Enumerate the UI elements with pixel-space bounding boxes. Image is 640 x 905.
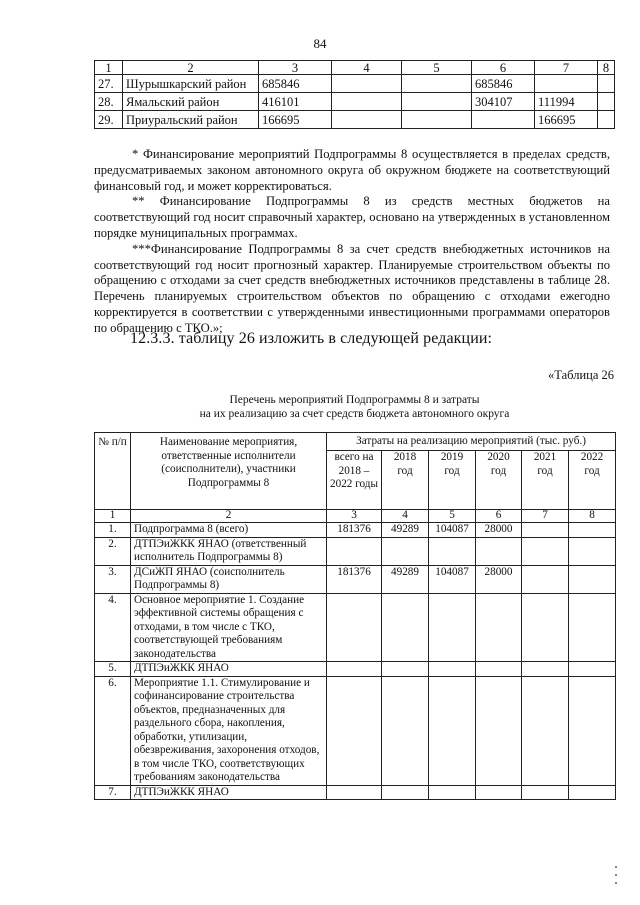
measure-name: ДТПЭиЖКК ЯНАО xyxy=(131,662,327,677)
value-cell xyxy=(382,676,429,785)
value-cell xyxy=(569,593,616,662)
header-costs: Затраты на реализацию мероприятий (тыс. руб.) xyxy=(327,433,616,451)
footnote: ***Финансирование Подпрограммы 8 за счет средств внебюджетных источников на соответствующий год носит прогнозный характер. Планируемые строительством объекты по обращению с отходами за счет средств внебюджетных источников представлены в таблице 28. Перечень планируемых строительством объектов по обращению с отходами ежегодно корректируется в соответствии с утвержденными инвестиционными программами операторов по обращению с ТКО.»; xyxy=(94,241,610,335)
table-row xyxy=(95,523,616,538)
value-cell xyxy=(327,537,382,565)
table-row xyxy=(95,785,616,800)
column-number: 4 xyxy=(382,510,429,523)
value-cell xyxy=(522,537,569,565)
caption-line: на их реализацию за счет средств бюджета автономного округа xyxy=(199,408,510,420)
table-label: «Таблица 26 xyxy=(548,368,614,382)
value-cell xyxy=(332,111,402,129)
measure-name: ДСиЖП ЯНАО (соисполнитель Подпрограммы 8) xyxy=(131,565,327,593)
value-cell xyxy=(382,593,429,662)
value-cell xyxy=(332,93,402,111)
amendment-directive: 12.3.3. таблицу 26 изложить в следующей редакции: xyxy=(130,330,493,347)
value-cell xyxy=(522,676,569,785)
measure-name: ДТПЭиЖКК ЯНАО xyxy=(131,785,327,800)
row-number: 29. xyxy=(95,111,123,129)
measure-name: ДТПЭиЖКК ЯНАО (ответственный исполнитель Подпрограммы 8) xyxy=(131,537,327,565)
value-cell xyxy=(382,785,429,800)
value-cell xyxy=(476,785,522,800)
value-cell xyxy=(382,662,429,677)
value-cell xyxy=(522,593,569,662)
value-cell: 104087 xyxy=(429,565,476,593)
value-cell: 166695 xyxy=(535,111,598,129)
header-year: 2021 год xyxy=(522,451,569,510)
row-number: 28. xyxy=(95,93,123,111)
header-measure-name: Наименование мероприятия, ответственные исполнители (соисполнители), участники Подпрограммы 8 xyxy=(131,433,327,510)
row-number: 5. xyxy=(95,662,131,677)
measures-costs-table xyxy=(94,432,616,800)
table-row xyxy=(95,676,616,785)
value-cell xyxy=(535,75,598,93)
table-row xyxy=(95,537,616,565)
value-cell xyxy=(327,676,382,785)
table-row xyxy=(95,593,616,662)
column-number: 6 xyxy=(476,510,522,523)
value-cell xyxy=(402,75,472,93)
footnotes xyxy=(94,147,610,337)
scan-mark xyxy=(615,882,617,884)
value-cell xyxy=(429,785,476,800)
measure-name: Мероприятие 1.1. Стимулирование и софинансирование строительства объектов, предназначенных для раздельного сбора, накопления, обработки, утилизации, обезвреживания, захоронения отходов, в том числе ТКО, соответствующих требованиям законодательства xyxy=(131,676,327,785)
table-header-row xyxy=(95,61,615,75)
value-cell xyxy=(476,676,522,785)
value-cell xyxy=(522,565,569,593)
footnote: ** Финансирование Подпрограммы 8 из средств местных бюджетов на соответствующий год носит справочный характер, основано на утвержденных в установленном порядке муниципальных программах. xyxy=(94,194,610,240)
table-row xyxy=(95,111,615,129)
column-number: 5 xyxy=(402,61,472,75)
row-number: 1. xyxy=(95,523,131,538)
column-number: 7 xyxy=(522,510,569,523)
caption-line: Перечень мероприятий Подпрограммы 8 и затраты xyxy=(229,394,480,406)
value-cell xyxy=(429,662,476,677)
value-cell: 49289 xyxy=(382,565,429,593)
value-cell xyxy=(569,785,616,800)
table-row xyxy=(95,662,616,677)
value-cell: 104087 xyxy=(429,523,476,538)
row-number: 4. xyxy=(95,593,131,662)
value-cell xyxy=(327,785,382,800)
value-cell: 111994 xyxy=(535,93,598,111)
value-cell xyxy=(429,537,476,565)
column-number: 1 xyxy=(95,510,131,523)
value-cell xyxy=(569,662,616,677)
measure-name: Основное мероприятие 1. Создание эффективной системы обращения с отходами, в том числе с ТКО, соответствующей требованиям законодательства xyxy=(131,593,327,662)
value-cell xyxy=(402,111,472,129)
page-number: 84 xyxy=(313,36,327,51)
district-name: Приуральский район xyxy=(123,111,259,129)
value-cell xyxy=(569,676,616,785)
value-cell: 416101 xyxy=(259,93,332,111)
column-number: 8 xyxy=(569,510,616,523)
value-cell: 685846 xyxy=(259,75,332,93)
value-cell xyxy=(327,593,382,662)
column-number: 3 xyxy=(259,61,332,75)
row-number: 7. xyxy=(95,785,131,800)
value-cell xyxy=(429,676,476,785)
column-numbers-row xyxy=(95,510,616,523)
column-number: 5 xyxy=(429,510,476,523)
value-cell xyxy=(522,785,569,800)
table-header-row xyxy=(95,433,616,451)
header-year: 2019 год xyxy=(429,451,476,510)
value-cell xyxy=(569,537,616,565)
district-funding-table xyxy=(94,60,615,129)
value-cell xyxy=(476,593,522,662)
column-number: 2 xyxy=(131,510,327,523)
column-number: 3 xyxy=(327,510,382,523)
value-cell xyxy=(598,75,615,93)
table-caption xyxy=(94,393,615,421)
row-number: 6. xyxy=(95,676,131,785)
value-cell xyxy=(332,75,402,93)
column-number: 8 xyxy=(598,61,615,75)
row-number: 27. xyxy=(95,75,123,93)
value-cell xyxy=(429,593,476,662)
value-cell xyxy=(598,111,615,129)
row-number: 3. xyxy=(95,565,131,593)
header-year: 2018 год xyxy=(382,451,429,510)
column-number: 6 xyxy=(472,61,535,75)
column-number: 1 xyxy=(95,61,123,75)
value-cell xyxy=(598,93,615,111)
value-cell: 181376 xyxy=(327,523,382,538)
scan-mark xyxy=(615,874,617,876)
value-cell xyxy=(476,537,522,565)
measure-name: Подпрограмма 8 (всего) xyxy=(131,523,327,538)
value-cell xyxy=(522,523,569,538)
district-name: Шурышкарский район xyxy=(123,75,259,93)
value-cell xyxy=(476,662,522,677)
value-cell xyxy=(382,537,429,565)
scan-mark xyxy=(615,866,617,868)
value-cell: 28000 xyxy=(476,523,522,538)
district-name: Ямальский район xyxy=(123,93,259,111)
value-cell xyxy=(522,662,569,677)
table-row xyxy=(95,93,615,111)
value-cell: 181376 xyxy=(327,565,382,593)
value-cell xyxy=(327,662,382,677)
column-number: 2 xyxy=(123,61,259,75)
value-cell: 166695 xyxy=(259,111,332,129)
value-cell: 28000 xyxy=(476,565,522,593)
value-cell: 49289 xyxy=(382,523,429,538)
header-total: всего на 2018 – 2022 годы xyxy=(327,451,382,510)
header-year: 2020 год xyxy=(476,451,522,510)
value-cell: 685846 xyxy=(472,75,535,93)
table-row xyxy=(95,565,616,593)
row-number: 2. xyxy=(95,537,131,565)
footnote: * Финансирование мероприятий Подпрограммы 8 осуществляется в пределах средств, предусматриваемых законом автономного округа об окружном бюджете на соответствующий финансовый год, и может корректироваться. xyxy=(94,147,610,193)
value-cell xyxy=(402,93,472,111)
header-number: № п/п xyxy=(95,433,131,510)
value-cell: 304107 xyxy=(472,93,535,111)
value-cell xyxy=(472,111,535,129)
header-year: 2022 год xyxy=(569,451,616,510)
column-number: 7 xyxy=(535,61,598,75)
scan-margin-marks xyxy=(615,860,618,890)
value-cell xyxy=(569,565,616,593)
column-number: 4 xyxy=(332,61,402,75)
table-row xyxy=(95,75,615,93)
value-cell xyxy=(569,523,616,538)
